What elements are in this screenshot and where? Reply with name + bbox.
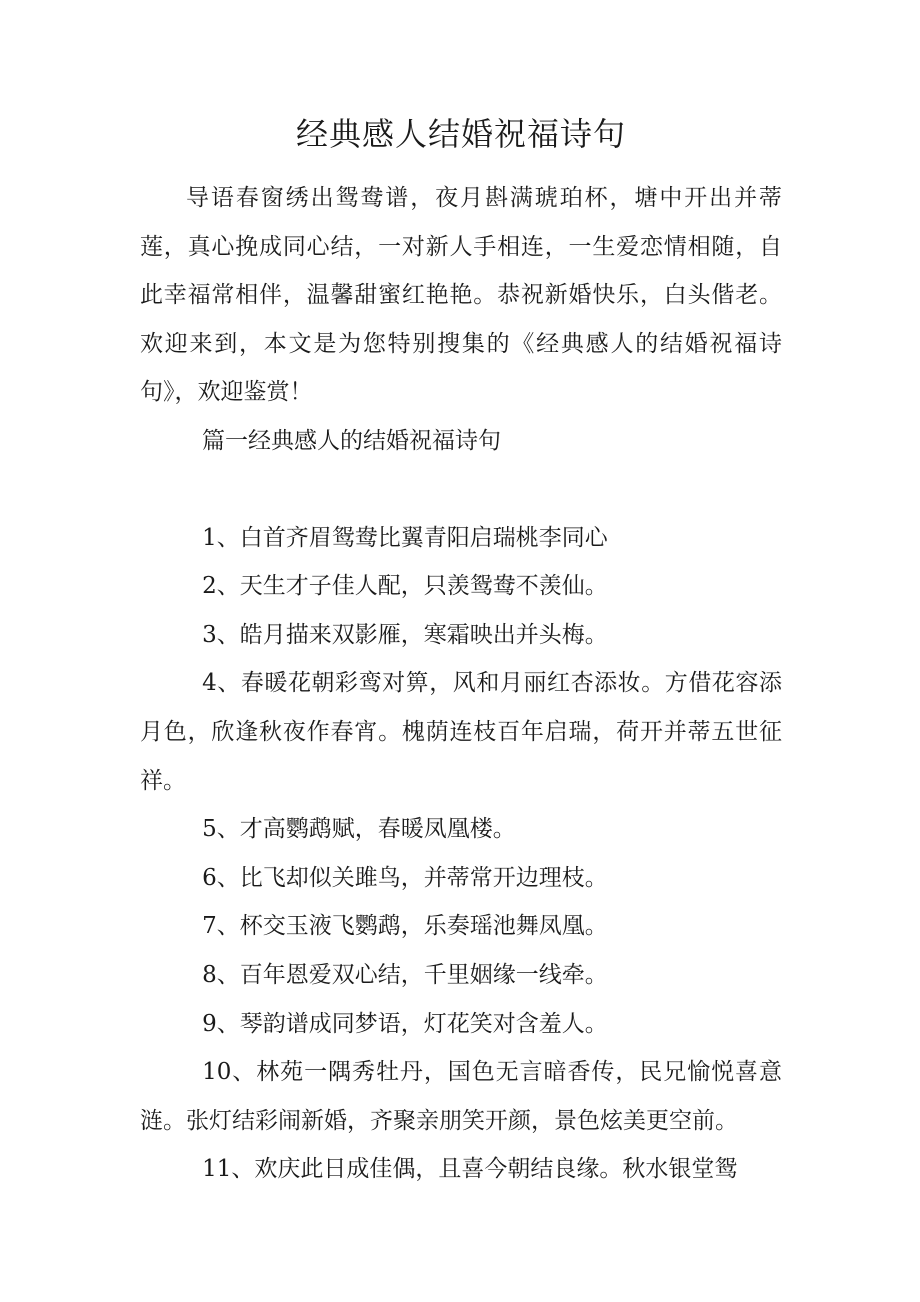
poem-item: 10、林苑一隅秀牡丹，国色无言暗香传，民兄愉悦喜意涟。张灯结彩闹新婚，齐聚亲朋笑开颜，景色炫美更空前。 — [140, 1059, 782, 1134]
poem-item: 3、皓月描来双影雁，寒霜映出并头梅。 — [202, 621, 608, 648]
poem-item: 9、琴韵谱成同梦语，灯花笑对含羞人。 — [202, 1010, 608, 1037]
document-title: 经典感人结婚祝福诗句 — [295, 115, 626, 153]
poem-item: 8、百年恩爱双心结，千里姻缘一线牵。 — [202, 961, 608, 988]
poem-item: 4、春暖花朝彩鸾对箅，风和月丽红杏添妆。方借花容添月色，欣逢秋夜作春宵。槐荫连枝百年启瑞，荷开并蒂五世征祥。 — [140, 670, 782, 794]
poem-item: 1、白首齐眉鸳鸯比翼青阳启瑞桃李同心 — [202, 524, 608, 551]
poem-item: 2、天生才子佳人配，只羡鸳鸯不羡仙。 — [202, 573, 608, 600]
poem-item: 11、欢庆此日成佳偶，且喜今朝结良缘。秋水银堂鸳 — [202, 1156, 738, 1183]
blank-line — [140, 466, 782, 514]
poem-item: 6、比飞却似关雎鸟，并蒂常开边理枝。 — [202, 864, 608, 891]
poem-item: 7、杯交玉液飞鹦鹉，乐奏瑶池舞凤凰。 — [202, 913, 608, 940]
document-page — [140, 110, 782, 1194]
poem-item: 5、才高鹦鹉赋，春暖凤凰楼。 — [202, 816, 516, 843]
section-heading: 篇一经典感人的结婚祝福诗句 — [202, 427, 501, 454]
intro-paragraph: 导语春窗绣出鸳鸯谱，夜月斟满琥珀杯，塘中开出并蒂莲，真心挽成同心结，一对新人手相连，一生爱恋情相随，自此幸福常相伴，温馨甜蜜红艳艳。恭祝新婚快乐，白头偕老。欢迎来到，本文是为您特别搜集的《经典感人的结婚祝福诗句》，欢迎鉴赏！ — [140, 185, 782, 406]
